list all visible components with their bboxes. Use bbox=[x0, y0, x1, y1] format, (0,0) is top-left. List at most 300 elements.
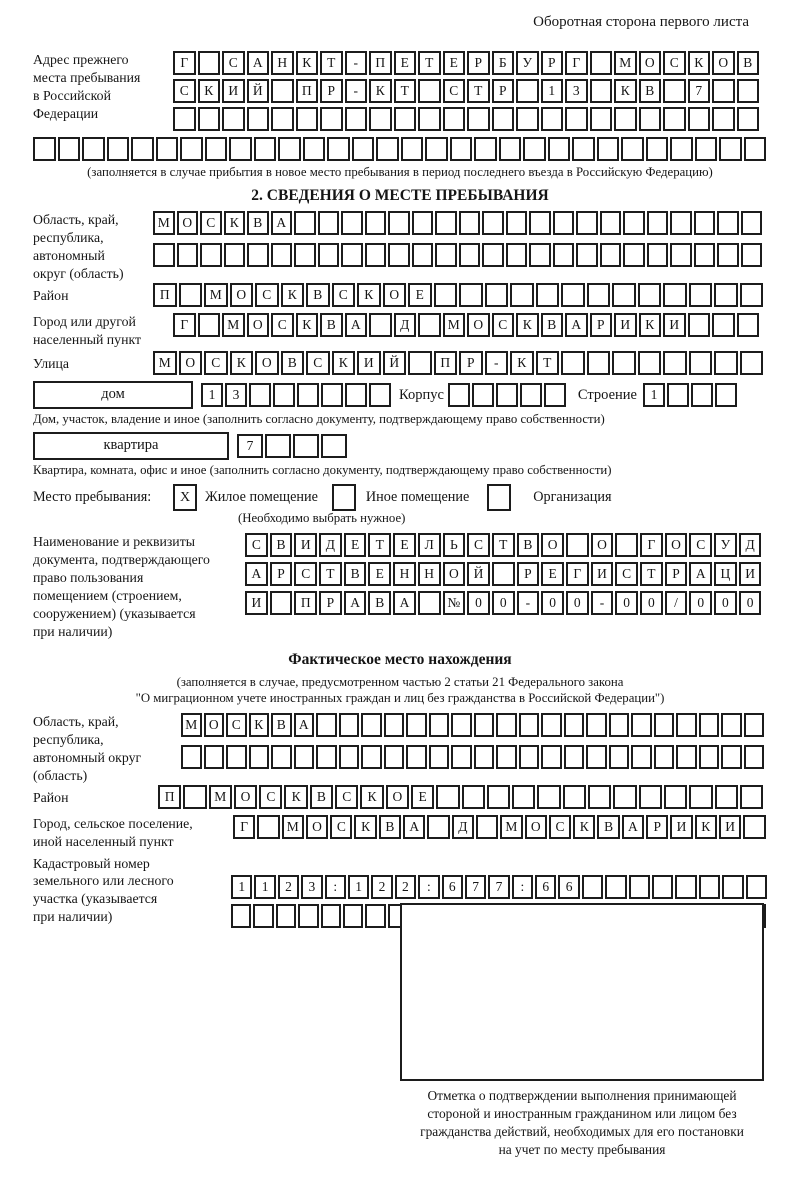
char-cell[interactable] bbox=[667, 383, 689, 407]
char-cell[interactable]: А bbox=[622, 815, 644, 839]
char-cell[interactable] bbox=[740, 785, 763, 809]
char-cell[interactable] bbox=[746, 875, 767, 899]
char-cell[interactable]: Е bbox=[344, 533, 367, 557]
char-cell[interactable] bbox=[361, 745, 382, 769]
char-cell[interactable]: О bbox=[230, 283, 254, 307]
char-cell[interactable] bbox=[294, 211, 316, 235]
char-cell[interactable]: Г bbox=[173, 313, 196, 337]
char-cell[interactable] bbox=[384, 713, 405, 737]
char-cell[interactable]: С bbox=[226, 713, 247, 737]
char-cell[interactable] bbox=[270, 591, 293, 615]
char-cell[interactable] bbox=[512, 785, 535, 809]
char-cell[interactable]: Т bbox=[467, 79, 490, 103]
char-cell[interactable] bbox=[253, 904, 273, 928]
char-cell[interactable] bbox=[629, 875, 650, 899]
char-cell[interactable]: М bbox=[443, 313, 466, 337]
char-cell[interactable]: А bbox=[245, 562, 268, 586]
char-cell[interactable] bbox=[271, 79, 294, 103]
char-cell[interactable] bbox=[388, 243, 410, 267]
char-cell[interactable]: И bbox=[719, 815, 741, 839]
char-cell[interactable] bbox=[639, 107, 662, 131]
char-cell[interactable]: В bbox=[541, 313, 564, 337]
char-cell[interactable] bbox=[615, 533, 638, 557]
char-cell[interactable] bbox=[204, 745, 225, 769]
char-cell[interactable]: О bbox=[712, 51, 735, 75]
char-cell[interactable]: М bbox=[204, 283, 228, 307]
char-cell[interactable]: Е bbox=[541, 562, 564, 586]
char-cell[interactable]: С bbox=[689, 533, 712, 557]
char-cell[interactable]: С bbox=[330, 815, 352, 839]
char-cell[interactable] bbox=[714, 283, 738, 307]
char-cell[interactable]: 2 bbox=[395, 875, 416, 899]
char-cell[interactable]: А bbox=[247, 51, 270, 75]
char-cell[interactable] bbox=[339, 745, 360, 769]
char-cell[interactable] bbox=[222, 107, 245, 131]
char-cell[interactable]: 7 bbox=[488, 875, 509, 899]
char-cell[interactable]: 1 bbox=[254, 875, 275, 899]
char-cell[interactable]: / bbox=[665, 591, 688, 615]
char-cell[interactable] bbox=[541, 713, 562, 737]
char-cell[interactable]: Ц bbox=[714, 562, 737, 586]
char-cell[interactable] bbox=[265, 434, 291, 458]
char-cell[interactable]: Д bbox=[394, 313, 417, 337]
char-cell[interactable] bbox=[429, 745, 450, 769]
char-cell[interactable]: 6 bbox=[442, 875, 463, 899]
char-cell[interactable] bbox=[156, 137, 179, 161]
char-cell[interactable] bbox=[318, 243, 340, 267]
char-cell[interactable]: Н bbox=[393, 562, 416, 586]
char-cell[interactable] bbox=[740, 351, 764, 375]
char-cell[interactable] bbox=[587, 283, 611, 307]
char-cell[interactable] bbox=[675, 875, 696, 899]
char-cell[interactable] bbox=[744, 713, 765, 737]
char-cell[interactable] bbox=[316, 745, 337, 769]
char-cell[interactable] bbox=[435, 211, 457, 235]
char-cell[interactable]: Е bbox=[411, 785, 434, 809]
char-cell[interactable] bbox=[443, 107, 466, 131]
char-cell[interactable] bbox=[418, 79, 441, 103]
char-cell[interactable]: 0 bbox=[640, 591, 663, 615]
char-cell[interactable] bbox=[691, 383, 713, 407]
char-cell[interactable]: С bbox=[443, 79, 466, 103]
char-cell[interactable]: А bbox=[689, 562, 712, 586]
char-cell[interactable] bbox=[298, 904, 318, 928]
char-cell[interactable] bbox=[296, 107, 319, 131]
char-cell[interactable] bbox=[715, 785, 738, 809]
char-cell[interactable]: И bbox=[614, 313, 637, 337]
char-cell[interactable] bbox=[670, 211, 692, 235]
char-cell[interactable] bbox=[714, 351, 738, 375]
char-cell[interactable]: С bbox=[467, 533, 490, 557]
char-cell[interactable] bbox=[412, 243, 434, 267]
char-cell[interactable] bbox=[321, 904, 341, 928]
char-cell[interactable]: Р bbox=[319, 591, 342, 615]
char-cell[interactable]: А bbox=[344, 591, 367, 615]
char-cell[interactable]: О bbox=[443, 562, 466, 586]
char-cell[interactable]: О bbox=[255, 351, 279, 375]
char-cell[interactable] bbox=[520, 383, 542, 407]
char-cell[interactable] bbox=[588, 785, 611, 809]
char-cell[interactable] bbox=[412, 211, 434, 235]
char-cell[interactable] bbox=[487, 785, 510, 809]
char-cell[interactable]: В bbox=[517, 533, 540, 557]
char-cell[interactable]: - bbox=[345, 51, 368, 75]
char-cell[interactable]: А bbox=[565, 313, 588, 337]
char-cell[interactable] bbox=[198, 313, 221, 337]
char-cell[interactable]: 1 bbox=[541, 79, 564, 103]
char-cell[interactable]: К bbox=[357, 283, 381, 307]
char-cell[interactable]: Г bbox=[640, 533, 663, 557]
char-cell[interactable] bbox=[741, 243, 763, 267]
char-cell[interactable]: К bbox=[688, 51, 711, 75]
char-cell[interactable] bbox=[712, 313, 735, 337]
char-cell[interactable]: И bbox=[739, 562, 762, 586]
char-cell[interactable]: К bbox=[614, 79, 637, 103]
char-cell[interactable] bbox=[418, 591, 441, 615]
char-cell[interactable] bbox=[294, 243, 316, 267]
char-cell[interactable]: У bbox=[516, 51, 539, 75]
char-cell[interactable] bbox=[361, 713, 382, 737]
char-cell[interactable]: В bbox=[270, 533, 293, 557]
char-cell[interactable] bbox=[563, 785, 586, 809]
char-cell[interactable]: 3 bbox=[301, 875, 322, 899]
char-cell[interactable]: П bbox=[434, 351, 458, 375]
char-cell[interactable]: № bbox=[443, 591, 466, 615]
char-cell[interactable] bbox=[740, 283, 764, 307]
char-cell[interactable]: - bbox=[485, 351, 509, 375]
char-cell[interactable]: О bbox=[591, 533, 614, 557]
char-cell[interactable] bbox=[459, 283, 483, 307]
char-cell[interactable]: 7 bbox=[688, 79, 711, 103]
char-cell[interactable]: Т bbox=[640, 562, 663, 586]
char-cell[interactable] bbox=[743, 815, 765, 839]
char-cell[interactable] bbox=[670, 137, 693, 161]
char-cell[interactable]: Г bbox=[565, 51, 588, 75]
checkbox-other-premises[interactable] bbox=[332, 484, 356, 511]
char-cell[interactable] bbox=[448, 383, 470, 407]
char-cell[interactable] bbox=[58, 137, 81, 161]
char-cell[interactable] bbox=[229, 137, 252, 161]
char-cell[interactable] bbox=[590, 79, 613, 103]
char-cell[interactable] bbox=[33, 137, 56, 161]
char-cell[interactable]: С bbox=[271, 313, 294, 337]
char-cell[interactable] bbox=[737, 107, 760, 131]
char-cell[interactable]: Д bbox=[319, 533, 342, 557]
char-cell[interactable] bbox=[529, 211, 551, 235]
char-cell[interactable] bbox=[369, 313, 392, 337]
char-cell[interactable]: У bbox=[714, 533, 737, 557]
char-cell[interactable]: С bbox=[222, 51, 245, 75]
char-cell[interactable]: 0 bbox=[467, 591, 490, 615]
char-cell[interactable] bbox=[712, 107, 735, 131]
char-cell[interactable] bbox=[564, 713, 585, 737]
char-cell[interactable]: С bbox=[663, 51, 686, 75]
char-cell[interactable] bbox=[576, 243, 598, 267]
char-cell[interactable] bbox=[590, 51, 613, 75]
char-cell[interactable]: С bbox=[549, 815, 571, 839]
char-cell[interactable]: И bbox=[222, 79, 245, 103]
char-cell[interactable]: Й bbox=[247, 79, 270, 103]
char-cell[interactable] bbox=[294, 745, 315, 769]
char-cell[interactable]: К bbox=[573, 815, 595, 839]
char-cell[interactable]: К bbox=[296, 313, 319, 337]
char-cell[interactable] bbox=[639, 785, 662, 809]
char-cell[interactable]: Е bbox=[394, 51, 417, 75]
char-cell[interactable]: А bbox=[271, 211, 293, 235]
char-cell[interactable]: К bbox=[281, 283, 305, 307]
char-cell[interactable] bbox=[548, 137, 571, 161]
char-cell[interactable]: С bbox=[259, 785, 282, 809]
char-cell[interactable]: Н bbox=[418, 562, 441, 586]
char-cell[interactable] bbox=[180, 137, 203, 161]
char-cell[interactable]: М bbox=[222, 313, 245, 337]
char-cell[interactable]: 0 bbox=[566, 591, 589, 615]
char-cell[interactable] bbox=[352, 137, 375, 161]
char-cell[interactable] bbox=[107, 137, 130, 161]
char-cell[interactable] bbox=[173, 107, 196, 131]
char-cell[interactable] bbox=[663, 283, 687, 307]
char-cell[interactable] bbox=[177, 243, 199, 267]
char-cell[interactable] bbox=[587, 351, 611, 375]
char-cell[interactable]: - bbox=[591, 591, 614, 615]
char-cell[interactable]: К bbox=[284, 785, 307, 809]
char-cell[interactable] bbox=[566, 533, 589, 557]
char-cell[interactable] bbox=[670, 243, 692, 267]
char-cell[interactable]: Р bbox=[459, 351, 483, 375]
char-cell[interactable] bbox=[612, 351, 636, 375]
char-cell[interactable] bbox=[717, 211, 739, 235]
char-cell[interactable] bbox=[565, 107, 588, 131]
char-cell[interactable] bbox=[459, 211, 481, 235]
char-cell[interactable]: К bbox=[360, 785, 383, 809]
char-cell[interactable]: Н bbox=[271, 51, 294, 75]
char-cell[interactable] bbox=[459, 243, 481, 267]
char-cell[interactable] bbox=[600, 211, 622, 235]
char-cell[interactable] bbox=[82, 137, 105, 161]
char-cell[interactable]: : bbox=[418, 875, 439, 899]
char-cell[interactable]: М bbox=[209, 785, 232, 809]
char-cell[interactable] bbox=[131, 137, 154, 161]
char-cell[interactable]: 0 bbox=[714, 591, 737, 615]
char-cell[interactable]: Т bbox=[368, 533, 391, 557]
char-cell[interactable]: И bbox=[591, 562, 614, 586]
char-cell[interactable]: О bbox=[525, 815, 547, 839]
char-cell[interactable] bbox=[271, 243, 293, 267]
char-cell[interactable]: Г bbox=[233, 815, 255, 839]
char-cell[interactable] bbox=[247, 243, 269, 267]
char-cell[interactable]: В bbox=[306, 283, 330, 307]
char-cell[interactable] bbox=[384, 745, 405, 769]
char-cell[interactable] bbox=[249, 383, 271, 407]
char-cell[interactable] bbox=[638, 351, 662, 375]
char-cell[interactable]: П bbox=[369, 51, 392, 75]
char-cell[interactable] bbox=[316, 713, 337, 737]
char-cell[interactable] bbox=[600, 243, 622, 267]
char-cell[interactable] bbox=[492, 107, 515, 131]
char-cell[interactable] bbox=[369, 107, 392, 131]
char-cell[interactable] bbox=[663, 107, 686, 131]
char-cell[interactable] bbox=[394, 107, 417, 131]
char-cell[interactable]: Р bbox=[590, 313, 613, 337]
char-cell[interactable]: Р bbox=[492, 79, 515, 103]
char-cell[interactable]: 0 bbox=[615, 591, 638, 615]
char-cell[interactable] bbox=[365, 904, 385, 928]
char-cell[interactable]: С bbox=[173, 79, 196, 103]
char-cell[interactable]: О bbox=[179, 351, 203, 375]
char-cell[interactable]: С bbox=[332, 283, 356, 307]
char-cell[interactable] bbox=[482, 211, 504, 235]
char-cell[interactable] bbox=[586, 745, 607, 769]
char-cell[interactable] bbox=[254, 137, 277, 161]
char-cell[interactable]: 7 bbox=[237, 434, 263, 458]
char-cell[interactable] bbox=[519, 745, 540, 769]
char-cell[interactable]: Е bbox=[393, 533, 416, 557]
char-cell[interactable] bbox=[605, 875, 626, 899]
char-cell[interactable]: К bbox=[224, 211, 246, 235]
char-cell[interactable]: В bbox=[320, 313, 343, 337]
char-cell[interactable] bbox=[699, 745, 720, 769]
char-cell[interactable] bbox=[257, 815, 279, 839]
char-cell[interactable]: А bbox=[393, 591, 416, 615]
char-cell[interactable] bbox=[737, 79, 760, 103]
char-cell[interactable]: Д bbox=[452, 815, 474, 839]
char-cell[interactable]: : bbox=[325, 875, 346, 899]
char-cell[interactable] bbox=[320, 107, 343, 131]
char-cell[interactable]: 1 bbox=[348, 875, 369, 899]
char-cell[interactable]: 6 bbox=[558, 875, 579, 899]
char-cell[interactable]: П bbox=[294, 591, 317, 615]
char-cell[interactable] bbox=[654, 713, 675, 737]
char-cell[interactable]: И bbox=[294, 533, 317, 557]
char-cell[interactable]: К bbox=[695, 815, 717, 839]
char-cell[interactable]: Д bbox=[739, 533, 762, 557]
char-cell[interactable] bbox=[663, 351, 687, 375]
char-cell[interactable]: В bbox=[281, 351, 305, 375]
char-cell[interactable]: А bbox=[403, 815, 425, 839]
char-cell[interactable] bbox=[321, 434, 347, 458]
char-cell[interactable]: М bbox=[500, 815, 522, 839]
char-cell[interactable]: Б bbox=[492, 51, 515, 75]
char-cell[interactable] bbox=[496, 383, 518, 407]
char-cell[interactable]: В bbox=[344, 562, 367, 586]
char-cell[interactable]: Т bbox=[394, 79, 417, 103]
char-cell[interactable] bbox=[647, 211, 669, 235]
char-cell[interactable] bbox=[529, 243, 551, 267]
char-cell[interactable]: Т bbox=[320, 51, 343, 75]
char-cell[interactable]: Р bbox=[541, 51, 564, 75]
char-cell[interactable] bbox=[523, 137, 546, 161]
char-cell[interactable] bbox=[451, 713, 472, 737]
char-cell[interactable] bbox=[536, 283, 560, 307]
char-cell[interactable] bbox=[297, 383, 319, 407]
char-cell[interactable] bbox=[462, 785, 485, 809]
char-cell[interactable] bbox=[695, 137, 718, 161]
char-cell[interactable] bbox=[474, 745, 495, 769]
char-cell[interactable]: Р bbox=[467, 51, 490, 75]
char-cell[interactable] bbox=[198, 51, 221, 75]
char-cell[interactable] bbox=[179, 283, 203, 307]
char-cell[interactable] bbox=[561, 351, 585, 375]
char-cell[interactable] bbox=[499, 137, 522, 161]
char-cell[interactable] bbox=[273, 383, 295, 407]
char-cell[interactable] bbox=[544, 383, 566, 407]
char-cell[interactable]: 0 bbox=[689, 591, 712, 615]
char-cell[interactable] bbox=[418, 107, 441, 131]
char-cell[interactable] bbox=[327, 137, 350, 161]
char-cell[interactable] bbox=[654, 745, 675, 769]
char-cell[interactable] bbox=[647, 243, 669, 267]
char-cell[interactable]: К bbox=[369, 79, 392, 103]
char-cell[interactable]: Е bbox=[408, 283, 432, 307]
char-cell[interactable] bbox=[537, 785, 560, 809]
char-cell[interactable]: О bbox=[247, 313, 270, 337]
char-cell[interactable] bbox=[576, 211, 598, 235]
char-cell[interactable] bbox=[597, 137, 620, 161]
char-cell[interactable]: В bbox=[379, 815, 401, 839]
char-cell[interactable]: К bbox=[516, 313, 539, 337]
char-cell[interactable] bbox=[664, 785, 687, 809]
char-cell[interactable] bbox=[388, 211, 410, 235]
char-cell[interactable] bbox=[427, 815, 449, 839]
char-cell[interactable] bbox=[425, 137, 448, 161]
char-cell[interactable] bbox=[293, 434, 319, 458]
char-cell[interactable]: Й bbox=[383, 351, 407, 375]
char-cell[interactable] bbox=[699, 713, 720, 737]
char-cell[interactable] bbox=[676, 713, 697, 737]
char-cell[interactable]: О bbox=[177, 211, 199, 235]
char-cell[interactable]: Т bbox=[418, 51, 441, 75]
char-cell[interactable] bbox=[418, 313, 441, 337]
char-cell[interactable] bbox=[496, 713, 517, 737]
char-cell[interactable] bbox=[621, 137, 644, 161]
char-cell[interactable] bbox=[369, 383, 391, 407]
char-cell[interactable]: А bbox=[345, 313, 368, 337]
char-cell[interactable] bbox=[485, 283, 509, 307]
char-cell[interactable]: В bbox=[639, 79, 662, 103]
char-cell[interactable] bbox=[472, 383, 494, 407]
char-cell[interactable] bbox=[271, 745, 292, 769]
char-cell[interactable]: С bbox=[492, 313, 515, 337]
char-cell[interactable] bbox=[341, 211, 363, 235]
char-cell[interactable]: Р bbox=[517, 562, 540, 586]
char-cell[interactable] bbox=[715, 383, 737, 407]
checkbox-residential[interactable]: X bbox=[173, 484, 197, 511]
char-cell[interactable] bbox=[482, 243, 504, 267]
char-cell[interactable]: В bbox=[310, 785, 333, 809]
char-cell[interactable] bbox=[450, 137, 473, 161]
char-cell[interactable] bbox=[339, 713, 360, 737]
char-cell[interactable] bbox=[699, 875, 720, 899]
char-cell[interactable]: 7 bbox=[465, 875, 486, 899]
char-cell[interactable]: Т bbox=[319, 562, 342, 586]
char-cell[interactable] bbox=[663, 79, 686, 103]
char-cell[interactable] bbox=[205, 137, 228, 161]
char-cell[interactable] bbox=[553, 211, 575, 235]
char-cell[interactable] bbox=[496, 745, 517, 769]
char-cell[interactable] bbox=[564, 745, 585, 769]
char-cell[interactable]: А bbox=[294, 713, 315, 737]
char-cell[interactable]: М bbox=[614, 51, 637, 75]
char-cell[interactable]: М bbox=[153, 351, 177, 375]
char-cell[interactable]: Т bbox=[492, 533, 515, 557]
char-cell[interactable]: - bbox=[517, 591, 540, 615]
char-cell[interactable] bbox=[516, 79, 539, 103]
char-cell[interactable] bbox=[408, 351, 432, 375]
char-cell[interactable]: О bbox=[306, 815, 328, 839]
char-cell[interactable]: Т bbox=[536, 351, 560, 375]
char-cell[interactable] bbox=[631, 745, 652, 769]
char-cell[interactable]: С bbox=[615, 562, 638, 586]
